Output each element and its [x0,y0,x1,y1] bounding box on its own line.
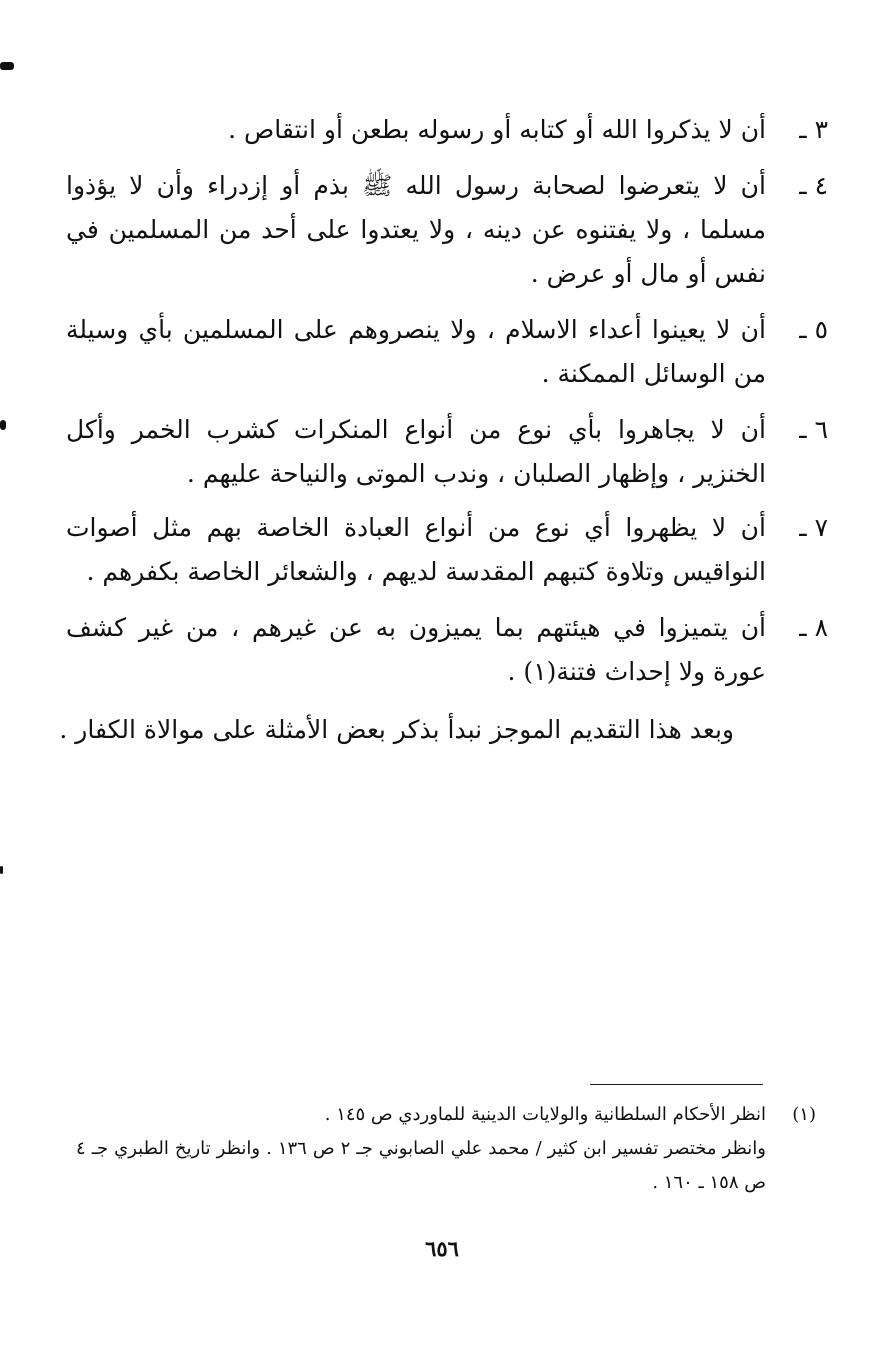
footnote-number: (١) [792,1104,816,1125]
scan-speck [0,420,6,430]
scan-speck [0,62,14,70]
item-number: ٧ ـ [799,513,828,542]
item-text: أن لا يتعرضوا لصحابة رسول الله ﷺ بذم أو إزدراء وأن لا يؤذوا مسلما ، ولا يفتنوه عن دينه ، ولا يعتدوا على أحد من المسلمين في نفس أو مال أو عرض . [66,171,766,288]
closing-paragraph: وبعد هذا التقديم الموجز نبدأ بذكر بعض الأمثلة على موالاة الكفار . [59,715,734,744]
item-text: أن لا يذكروا الله أو كتابه أو رسوله بطعن أو انتقاص . [228,115,766,144]
footnote-line-2: وانظر مختصر تفسير ابن كثير / محمد علي الصابوني جـ ٢ ص ١٣٦ . وانظر تاريخ الطبري جـ ٤ ص ١٥٨ ـ ١٦٠ . [76,1138,766,1193]
footnote-line-1: انظر الأحكام السلطانية والولايات الدينية للماوردي ص ١٤٥ . [324,1104,766,1125]
item-number: ٨ ـ [799,613,828,642]
item-number: ٤ ـ [799,171,828,200]
condition-item-4 [66,164,828,296]
condition-item-8 [66,606,828,694]
scan-speck [0,866,3,874]
item-text: أن لا يعينوا أعداء الاسلام ، ولا ينصروهم على المسلمين بأي وسيلة من الوسائل الممكنة . [66,315,766,388]
footnote [76,1098,816,1200]
item-number: ٦ ـ [799,415,828,444]
condition-item-5 [66,308,828,396]
page-number: ٦٥٦ [425,1236,459,1261]
item-number: ٣ ـ [799,115,828,144]
item-number: ٥ ـ [799,315,828,344]
condition-item-3 [66,108,828,152]
footnote-separator [590,1084,763,1085]
item-text: أن لا يظهروا أي نوع من أنواع العبادة الخاصة بهم مثل أصوات النواقيس وتلاوة كتبهم المقدسة لديهم ، والشعائر الخاصة بكفرهم . [66,513,766,586]
item-text: أن يتميزوا في هيئتهم بما يميزون به عن غيرهم ، من غير كشف عورة ولا إحداث فتنة(١) . [66,613,766,686]
item-text: أن لا يجاهروا بأي نوع من أنواع المنكرات كشرب الخمر وأكل الخنزير ، وإظهار الصلبان ، وندب الموتى والنياحة عليهم . [66,415,766,488]
condition-item-6 [66,408,828,496]
condition-item-7 [66,506,828,594]
